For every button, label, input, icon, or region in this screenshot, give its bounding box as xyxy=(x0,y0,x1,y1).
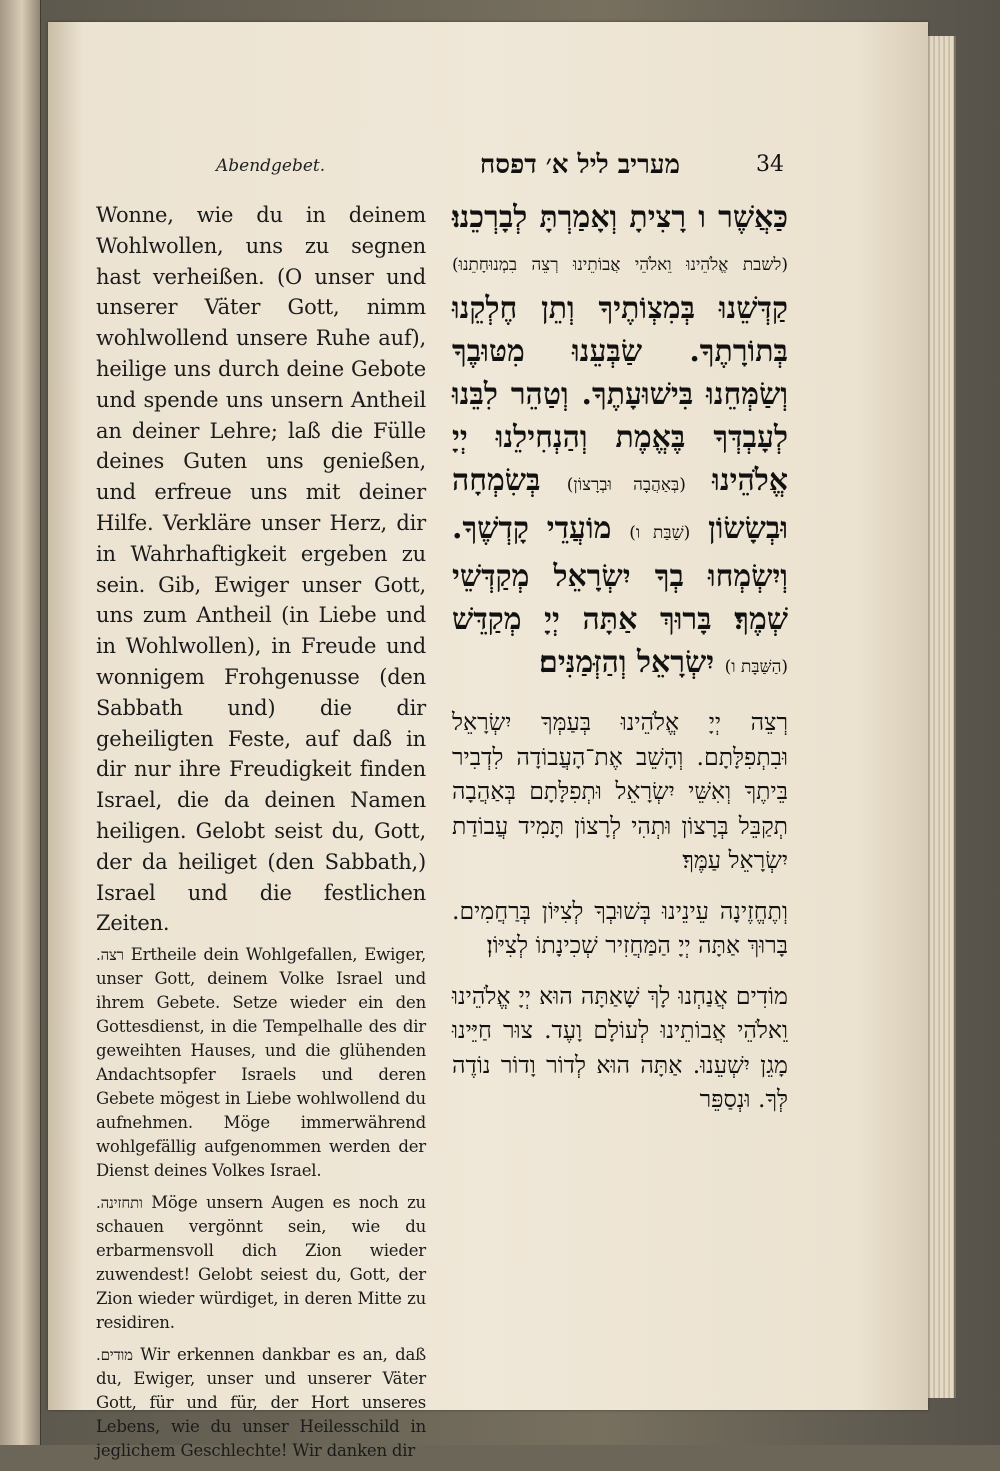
german-main-text xyxy=(96,200,426,939)
note-text: Möge unsern Augen es noch zu schauen vergönnt sein, wie du erbarmensvoll dich Zion wieder zuwendest! Gelobt seiest du, Gott, der Zion wieder würdiget, in deren Mitte zu residiren. xyxy=(96,1193,426,1333)
german-column xyxy=(96,200,426,1471)
hebrew-text: יִשְׂרָאֵל וְהַזְּמַנִּים׃ xyxy=(539,645,715,680)
hebrew-text: בְּשִׂמְחָה וּבְשָׂשׂוֹן xyxy=(452,463,788,546)
hebrew-text: קַדְּשֵׁנוּ בְּמִצְוֹתֶיךָ וְתֵן חֶלְקֵנוּ בְּתוֹרָתֶךָ. שַׂבְּעֵנוּ מִטּוּבֶךָ וְשַׂמְּחֵנוּ בִּישׁוּעָתֶךָ. וְטַהֵר לִבֵּנוּ לְעָבְדְּךָ בֶּאֱמֶת וְהַנְחִילֵנוּ יְיָ אֱלֹהֵינוּ xyxy=(452,291,788,498)
hebrew-paragraph xyxy=(452,196,788,689)
note-text: Wir erkennen dankbar es an, daß du, Ewiger, unser und unserer Väter Gott, für und für, der Hort unseres Lebens, wie du unser Heilesschild in jeglichem Geschlechte! Wir danken dir xyxy=(96,1345,426,1461)
hebrew-small-text: (לשבת אֱלֹהֵינוּ וֵאלֹהֵי אֲבוֹתֵינוּ רְצֵה בִמְנוּחָתֵנוּ) xyxy=(452,255,788,275)
german-note xyxy=(96,1343,426,1463)
hebrew-text: מוֹעֲדֵי קָדְשֶׁךָ. וְיִשְׂמְחוּ בְךָ יִשְׂרָאֵל מְקַדְּשֵׁי שְׁמֶךָ׃ בָּרוּךְ אַתָּה יְיָ מְקַדֵּשׁ xyxy=(452,511,788,637)
german-paragraph: Wonne, wie du in deinem Wohlwollen, uns zu segnen hast verheißen. (O unser und unserer Väter Gott, nimm wohlwollend unsere Ruhe auf), heilige uns durch deine Gebote und spende uns unsern Antheil an deiner Lehre; laß die Fülle deines Guten uns genießen, und erfreue uns mit deiner Hilfe. Verkläre unser Herz, dir in Wahrhaftigkeit ergeben zu sein. Gib, Ewiger unser Gott, uns zum Antheil (in Liebe und in Wohlwollen), in Freude und wonnigem Frohgenusse (den Sabbath und) die dir geheiligten Feste, auf daß in dir nur ihre Freudigkeit finden Israel, die da deinen Namen heiligen. Gelobt seist du, Gott, der da heiliget (den Sabbath,) Israel und die festlichen Zeiten. xyxy=(96,203,426,936)
hebrew-paragraphs xyxy=(452,705,788,1117)
hebrew-small-text: (בְּאַהֲבָה וּבְרָצוֹן) xyxy=(566,475,686,495)
hebrew-paragraph-modim: מוֹדִים אֲנַחְנוּ לָךְ שָׁאַתָּה הוּא יְיָ אֱלֹהֵינוּ וֵאלֹהֵי אֲבוֹתֵינוּ לְעוֹלָם וָעֶד. צוּר חַיֵּינוּ מָגֵן יִשְׁעֵנוּ. אַתָּה הוּא לְדוֹר וָדוֹר נוֹדֶה לְּךָ. וּנְסַפֵּר xyxy=(452,981,788,1113)
german-note xyxy=(96,943,426,1183)
header-hebrew-title: מעריב ליל א׳ דפסח xyxy=(479,150,680,180)
hebrew-main-text xyxy=(452,196,788,689)
note-text: Ertheile dein Wohlgefallen, Ewiger, unser Gott, deinem Volke Israel und ihrem Gebete. Setze wieder ein den Gottesdienst, in die Tempelhalle des dir geweihten Hauses, und die glühenden Andachtsopfer Israels und deren Gebete mögest in Liebe wohlwollend du aufnehmen. Möge immerwährend wohlgefällig aufgenommen werden der Dienst deines Volkes Israel. xyxy=(96,945,426,1181)
hebrew-small-text: (שַׁבַּת ו) xyxy=(629,523,691,543)
hebrew-paragraph-vetechezena: וְתֶחֱזֶינָה עֵינֵינוּ בְּשׁוּבְךָ לְצִיּוֹן בְּרַחֲמִים. בָּרוּךְ אַתָּה יְיָ הַמַּחֲזִיר שְׁכִינָתוֹ לְצִיּוֹן׃ xyxy=(452,896,788,959)
note-key: רצה. xyxy=(96,946,124,965)
german-notes xyxy=(96,943,426,1463)
hebrew-column xyxy=(452,196,788,1117)
running-header xyxy=(96,150,796,190)
hebrew-small-text: (הַשַּׁבָּת ו) xyxy=(724,657,788,677)
note-key: מודים. xyxy=(96,1346,133,1365)
note-key: ותחזינה. xyxy=(96,1194,143,1213)
header-german-title: Abendgebet. xyxy=(216,156,326,176)
hebrew-text: כַּאֲשֶׁר ו רָצִיתָ וְאָמַרְתָּ לְבָרְכֵנוּ׃ xyxy=(452,200,788,235)
german-note xyxy=(96,1191,426,1335)
previous-page-edge xyxy=(0,0,41,1445)
hebrew-paragraph-retzeh: רְצֵה יְיָ אֱלֹהֵינוּ בְּעַמְּךָ יִשְׂרָאֵל וּבִתְפִלָּתָם. וְהָשֵׁב אֶת־הָעֲבוֹדָה לִדְבִיר בֵּיתֶךָ וְאִשֵּׁי יִשְׂרָאֵל וּתְפִלָּתָם בְּאַהֲבָה תְקַבֵּל בְּרָצוֹן וּתְהִי לְרָצוֹן תָּמִיד עֲבוֹדַת יִשְׂרָאֵל עַמֶּךָ׃ xyxy=(452,708,788,874)
page-number: 34 xyxy=(756,152,784,177)
